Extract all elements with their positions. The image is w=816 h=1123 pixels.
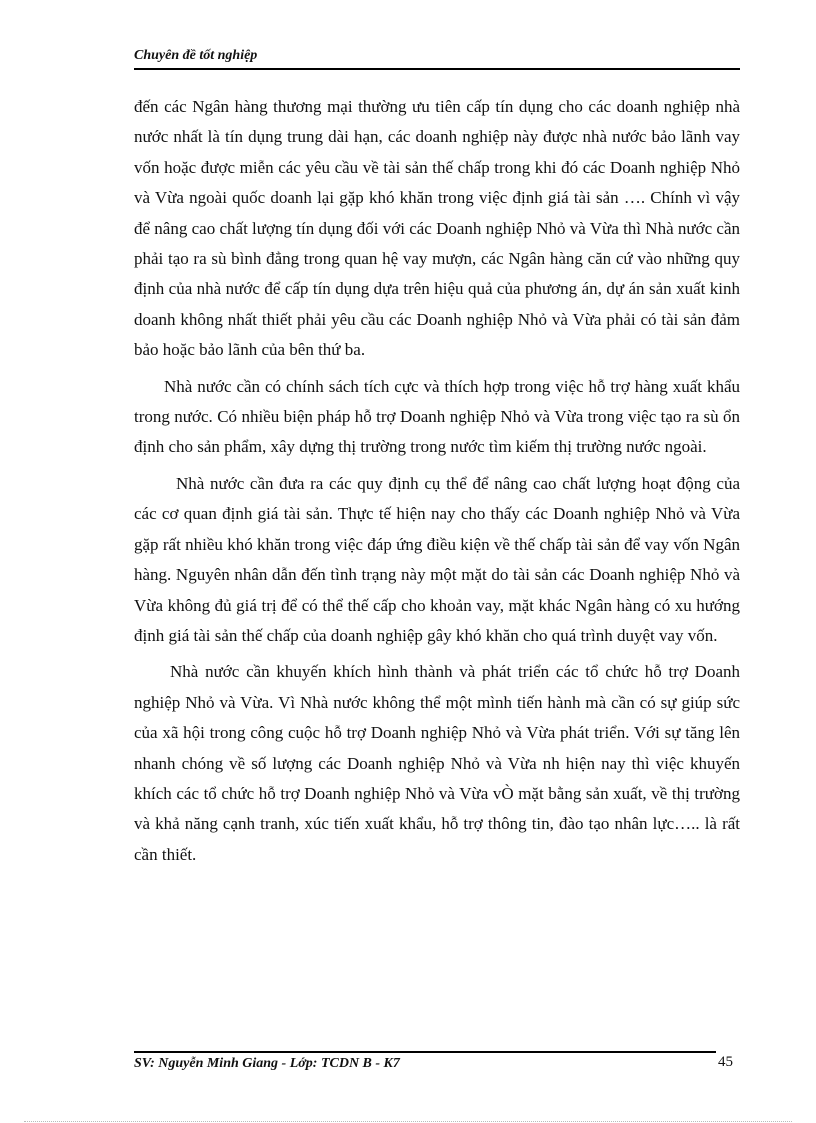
paragraph: Nhà nước cần có chính sách tích cực và thích hợp trong việc hỗ trợ hàng xuất khẩu trong nước. Có nhiều biện pháp hỗ trợ Doanh nghiệp Nhỏ và Vừa trong việc tạo ra sù ổn định cho sản phẩm, xây dựng thị trường trong nước tìm kiếm thị trường nước ngoài. — [134, 376, 740, 457]
paragraph: Nhà nước cần khuyến khích hình thành và phát triển các tổ chức hỗ trợ Doanh nghiệp Nhỏ và Vừa. Vì Nhà nước không thể một mình tiến hành mà cần có sự giúp sức của xã hội trong công cuộc hỗ trợ Doanh nghiệp Nhỏ và Vừa phát triển. Với sự tăng lên nhanh chóng về số lượng các Doanh nghiệp Nhỏ và Vừa nh hiện nay thì việc khuyến khích các tổ chức hỗ trợ Doanh nghiệp Nhỏ và Vừa vÒ mặt bằng sản xuất, về thị trường và khả năng cạnh tranh, xúc tiến xuất khẩu, hỗ trợ thông tin, đào tạo nhân lực….. là rất cần thiết. — [134, 662, 740, 864]
footer-student-info: SV: Nguyễn Minh Giang - Lớp: TCDN B - K7 — [134, 1056, 400, 1071]
footer-rule — [134, 1051, 716, 1053]
header-rule — [134, 68, 740, 70]
page-number: 45 — [718, 1054, 733, 1070]
page-edge-divider — [24, 1121, 792, 1122]
running-header: Chuyên đề tốt nghiệp — [134, 48, 258, 63]
paragraph: Nhà nước cần đưa ra các quy định cụ thể để nâng cao chất lượng hoạt động của các cơ quan định giá tài sản. Thực tế hiện nay cho thấy các Doanh nghiệp Nhỏ và Vừa gặp rất nhiều khó khăn trong việc đáp ứng điều kiện về thế chấp tài sản để vay vốn Ngân hàng. Nguyên nhân dẫn đến tình trạng này một mặt do tài sản các Doanh nghiệp Nhỏ và Vừa không đủ giá trị để có thể thế cấp cho khoản vay, mặt khác Ngân hàng có xu hướng định giá tài sản thế chấp của doanh nghiệp gây khó khăn cho quá trình duyệt vay vốn. — [134, 473, 740, 645]
paragraph: đến các Ngân hàng thương mại thường ưu tiên cấp tín dụng cho các doanh nghiệp nhà nước nhất là tín dụng trung dài hạn, các doanh nghiệp này được nhà nước bảo lãnh vay vốn hoặc được miễn các yêu cầu về tài sản thế chấp trong khi đó các Doanh nghiệp Nhỏ và Vừa ngoài quốc doanh lại gặp khó khăn trong việc định giá tài sản …. Chính vì vậy để nâng cao chất lượng tín dụng đối với các Doanh nghiệp Nhỏ và Vừa thì Nhà nước cần phải tạo ra sù bình đẳng trong quan hệ vay mượn, các Ngân hàng căn cứ vào những quy định của nhà nước để cấp tín dụng dựa trên hiệu quả của phương án, dự án sản xuất kinh doanh không nhất thiết phải yêu cầu các Doanh nghiệp Nhỏ và Vừa phải có tài sản đảm bảo hoặc bảo lãnh của bên thứ ba. — [134, 97, 740, 360]
page-body — [134, 92, 740, 876]
